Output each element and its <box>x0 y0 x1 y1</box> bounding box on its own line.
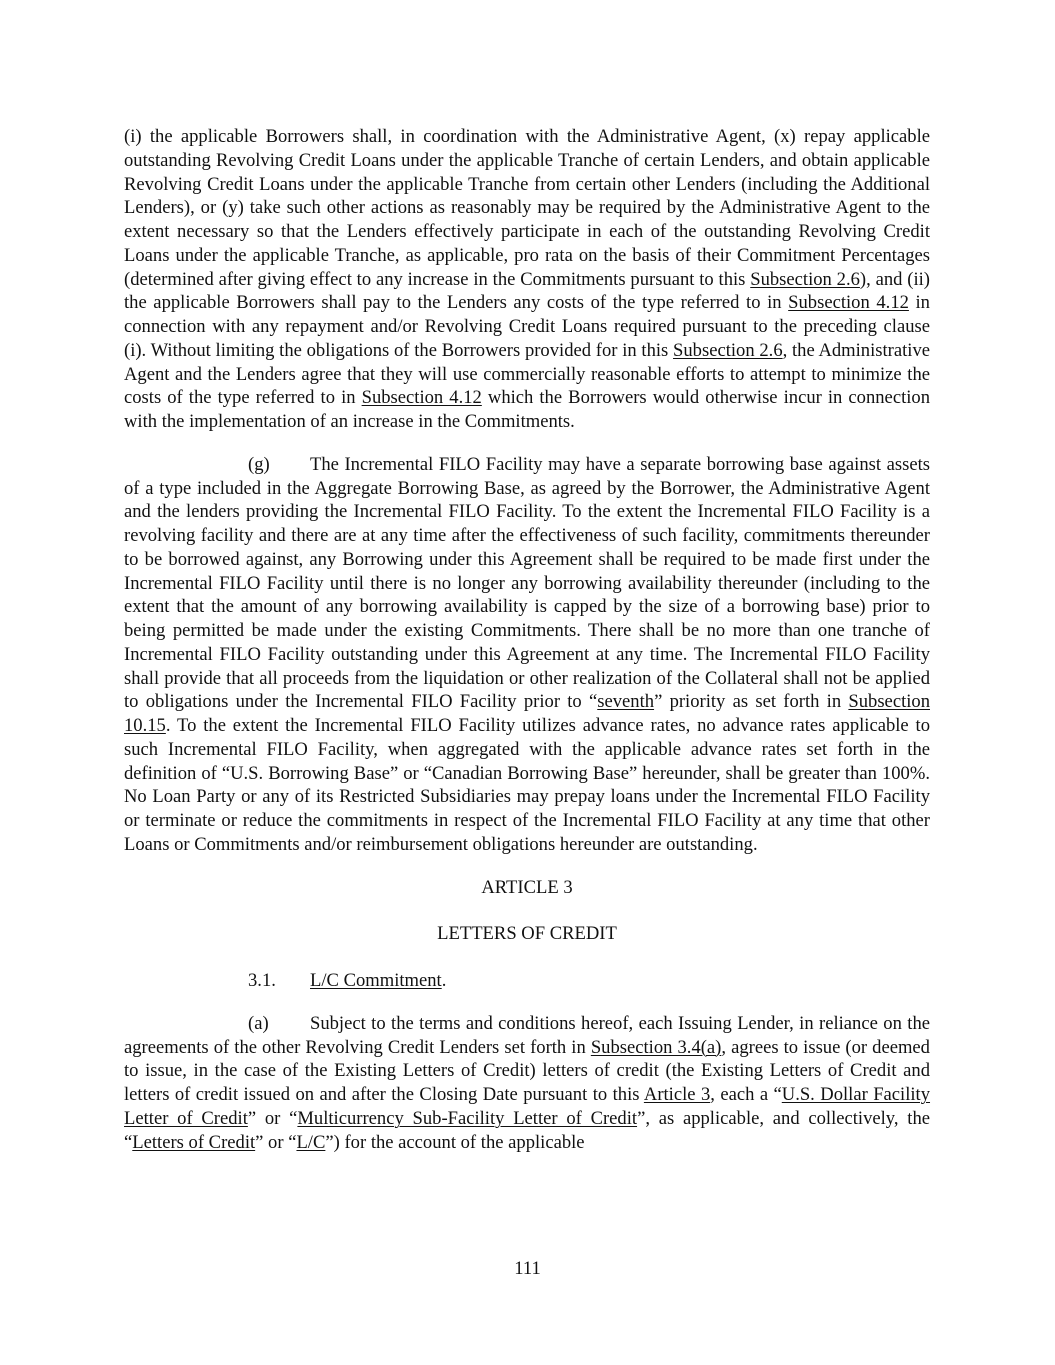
paragraph-continued-f <box>124 125 930 434</box>
page-body <box>124 125 930 1173</box>
cross-reference-link[interactable]: Subsection 10.15 <box>124 691 930 736</box>
page-number: 111 <box>514 1258 541 1279</box>
defined-term-link[interactable]: Multicurrency Sub-Facility Letter of Credit <box>297 1107 638 1129</box>
cross-reference-link[interactable]: Subsection 4.12 <box>361 387 482 409</box>
article-title: LETTERS OF CREDIT <box>437 923 617 945</box>
defined-term-link[interactable]: Letters of Credit <box>132 1131 256 1153</box>
text-run: , each a “ <box>710 1084 782 1105</box>
section-title-link[interactable]: L/C Commitment <box>310 970 442 991</box>
text-run: ), and (ii) the applicable Borrowers shall pay to the Lenders any costs of the type referred to in <box>124 268 930 314</box>
cross-reference-link[interactable]: Article 3 <box>643 1084 711 1105</box>
text-run: Subject to the terms and conditions hereof, each Issuing Lender, in reliance on the agreements of the other Revolving Credit Lenders set forth in <box>124 1012 930 1058</box>
defined-term-link[interactable]: seventh <box>597 691 655 713</box>
paragraph-g <box>124 453 930 857</box>
text-run: , the Administrative Agent and the Lenders agree that they will use commercially reasonable efforts to attempt to minimize the costs of the type referred to in <box>124 339 930 409</box>
text-run: ”, as applicable, and collectively, the “ <box>124 1107 931 1153</box>
text-run: (i) the applicable Borrowers shall, in coordination with the Administrative Agent, (x) repay applicable outstanding Revolving Credit Loans under the applicable Tranche of certain Lenders, and obtain applicable Revolving Credit Loans under the applicable Tranche from certain other Lenders (including the Additional Lenders), or (y) take such other actions as reasonably may be required by the Administrative Agent to the extent necessary so that the Lenders effectively participate in each of the outstanding Revolving Credit Loans under the applicable Tranche, as applicable, pro rata on the basis of their Commitment Percentages (determined after giving effect to any increase in the Commitments pursuant to this <box>124 126 930 290</box>
text-run: ” priority as set forth in <box>654 691 849 713</box>
cross-reference-link[interactable]: Subsection 2.6 <box>750 268 860 290</box>
text-run: . To the extent the Incremental FILO Facility utilizes advance rates, no advance rates applicable to such Incremental FILO Facility, when aggregated with the applicable advance rates set forth in the definition of “U.S. Borrowing Base” or “Canadian Borrowing Base” hereunder, shall be greater than 100%. No Loan Party or any of its Restricted Subsidiaries may prepay loans under the Incremental FILO Facility or terminate or reduce the commitments in respect of the Incremental FILO Facility at any time that other Loans or Commitments and/or reimbursement obligations hereunder are outstanding. <box>124 715 930 855</box>
cross-reference-link[interactable]: Subsection 4.12 <box>788 292 909 314</box>
clause-marker: (a) <box>248 1012 269 1034</box>
section-number: 3.1. <box>248 970 276 991</box>
text-run: in connection with any repayment and/or Revolving Credit Loans required pursuant to the preceding clause (i). Without limiting the obligations of the Borrowers provided for in this <box>124 292 930 361</box>
text-run: which the Borrowers would otherwise incur in connection with the implementation of an increase in the Commitments. <box>124 387 930 432</box>
clause-marker: (g) <box>248 453 270 475</box>
cross-reference-link[interactable]: Subsection 2.6 <box>673 339 783 361</box>
defined-term-link[interactable]: U.S. Dollar Facility Letter of Credit <box>124 1084 931 1129</box>
paragraph-a <box>124 1012 930 1155</box>
section-heading-3-1 <box>124 969 930 993</box>
cross-reference-link[interactable]: Subsection 3.4(a) <box>590 1036 722 1058</box>
text-run: ”) for the account of the applicable <box>325 1131 585 1153</box>
text-run: , agrees to issue (or deemed to issue, in the case of the Existing Letters of Credit) letters of credit (the Existing Letters of Credit and letters of credit issued on and after the Closing Date pursuant to this <box>124 1036 930 1105</box>
text-run: ” or “ <box>247 1107 298 1129</box>
defined-term-link[interactable]: L/C <box>296 1131 326 1153</box>
text-run: ” or “ <box>255 1131 297 1153</box>
section-title-punctuation: . <box>441 970 447 991</box>
text-run: The Incremental FILO Facility may have a separate borrowing base against assets of a type included in the Aggregate Borrowing Base, as agreed by the Borrower, the Administrative Agent and the lenders providing the Incremental FILO Facility. To the extent the Incremental FILO Facility is a revolving facility and there are at any time after the effectiveness of such facility, commitments thereunder to be borrowed against, any Borrowing under this Agreement shall be required to be made first under the Incremental FILO Facility until there is no longer any borrowing availability thereunder (including to the extent that the amount of any borrowing availability is capped by the size of a borrowing base) prior to being permitted be made under the existing Commitments. There shall be no more than one tranche of Incremental FILO Facility outstanding under this Agreement at any time. The Incremental FILO Facility shall provide that all proceeds from the liquidation or other realization of the Collateral shall not be applied to obligations under the Incremental FILO Facility prior to “ <box>124 453 930 713</box>
article-number: ARTICLE 3 <box>481 876 573 898</box>
